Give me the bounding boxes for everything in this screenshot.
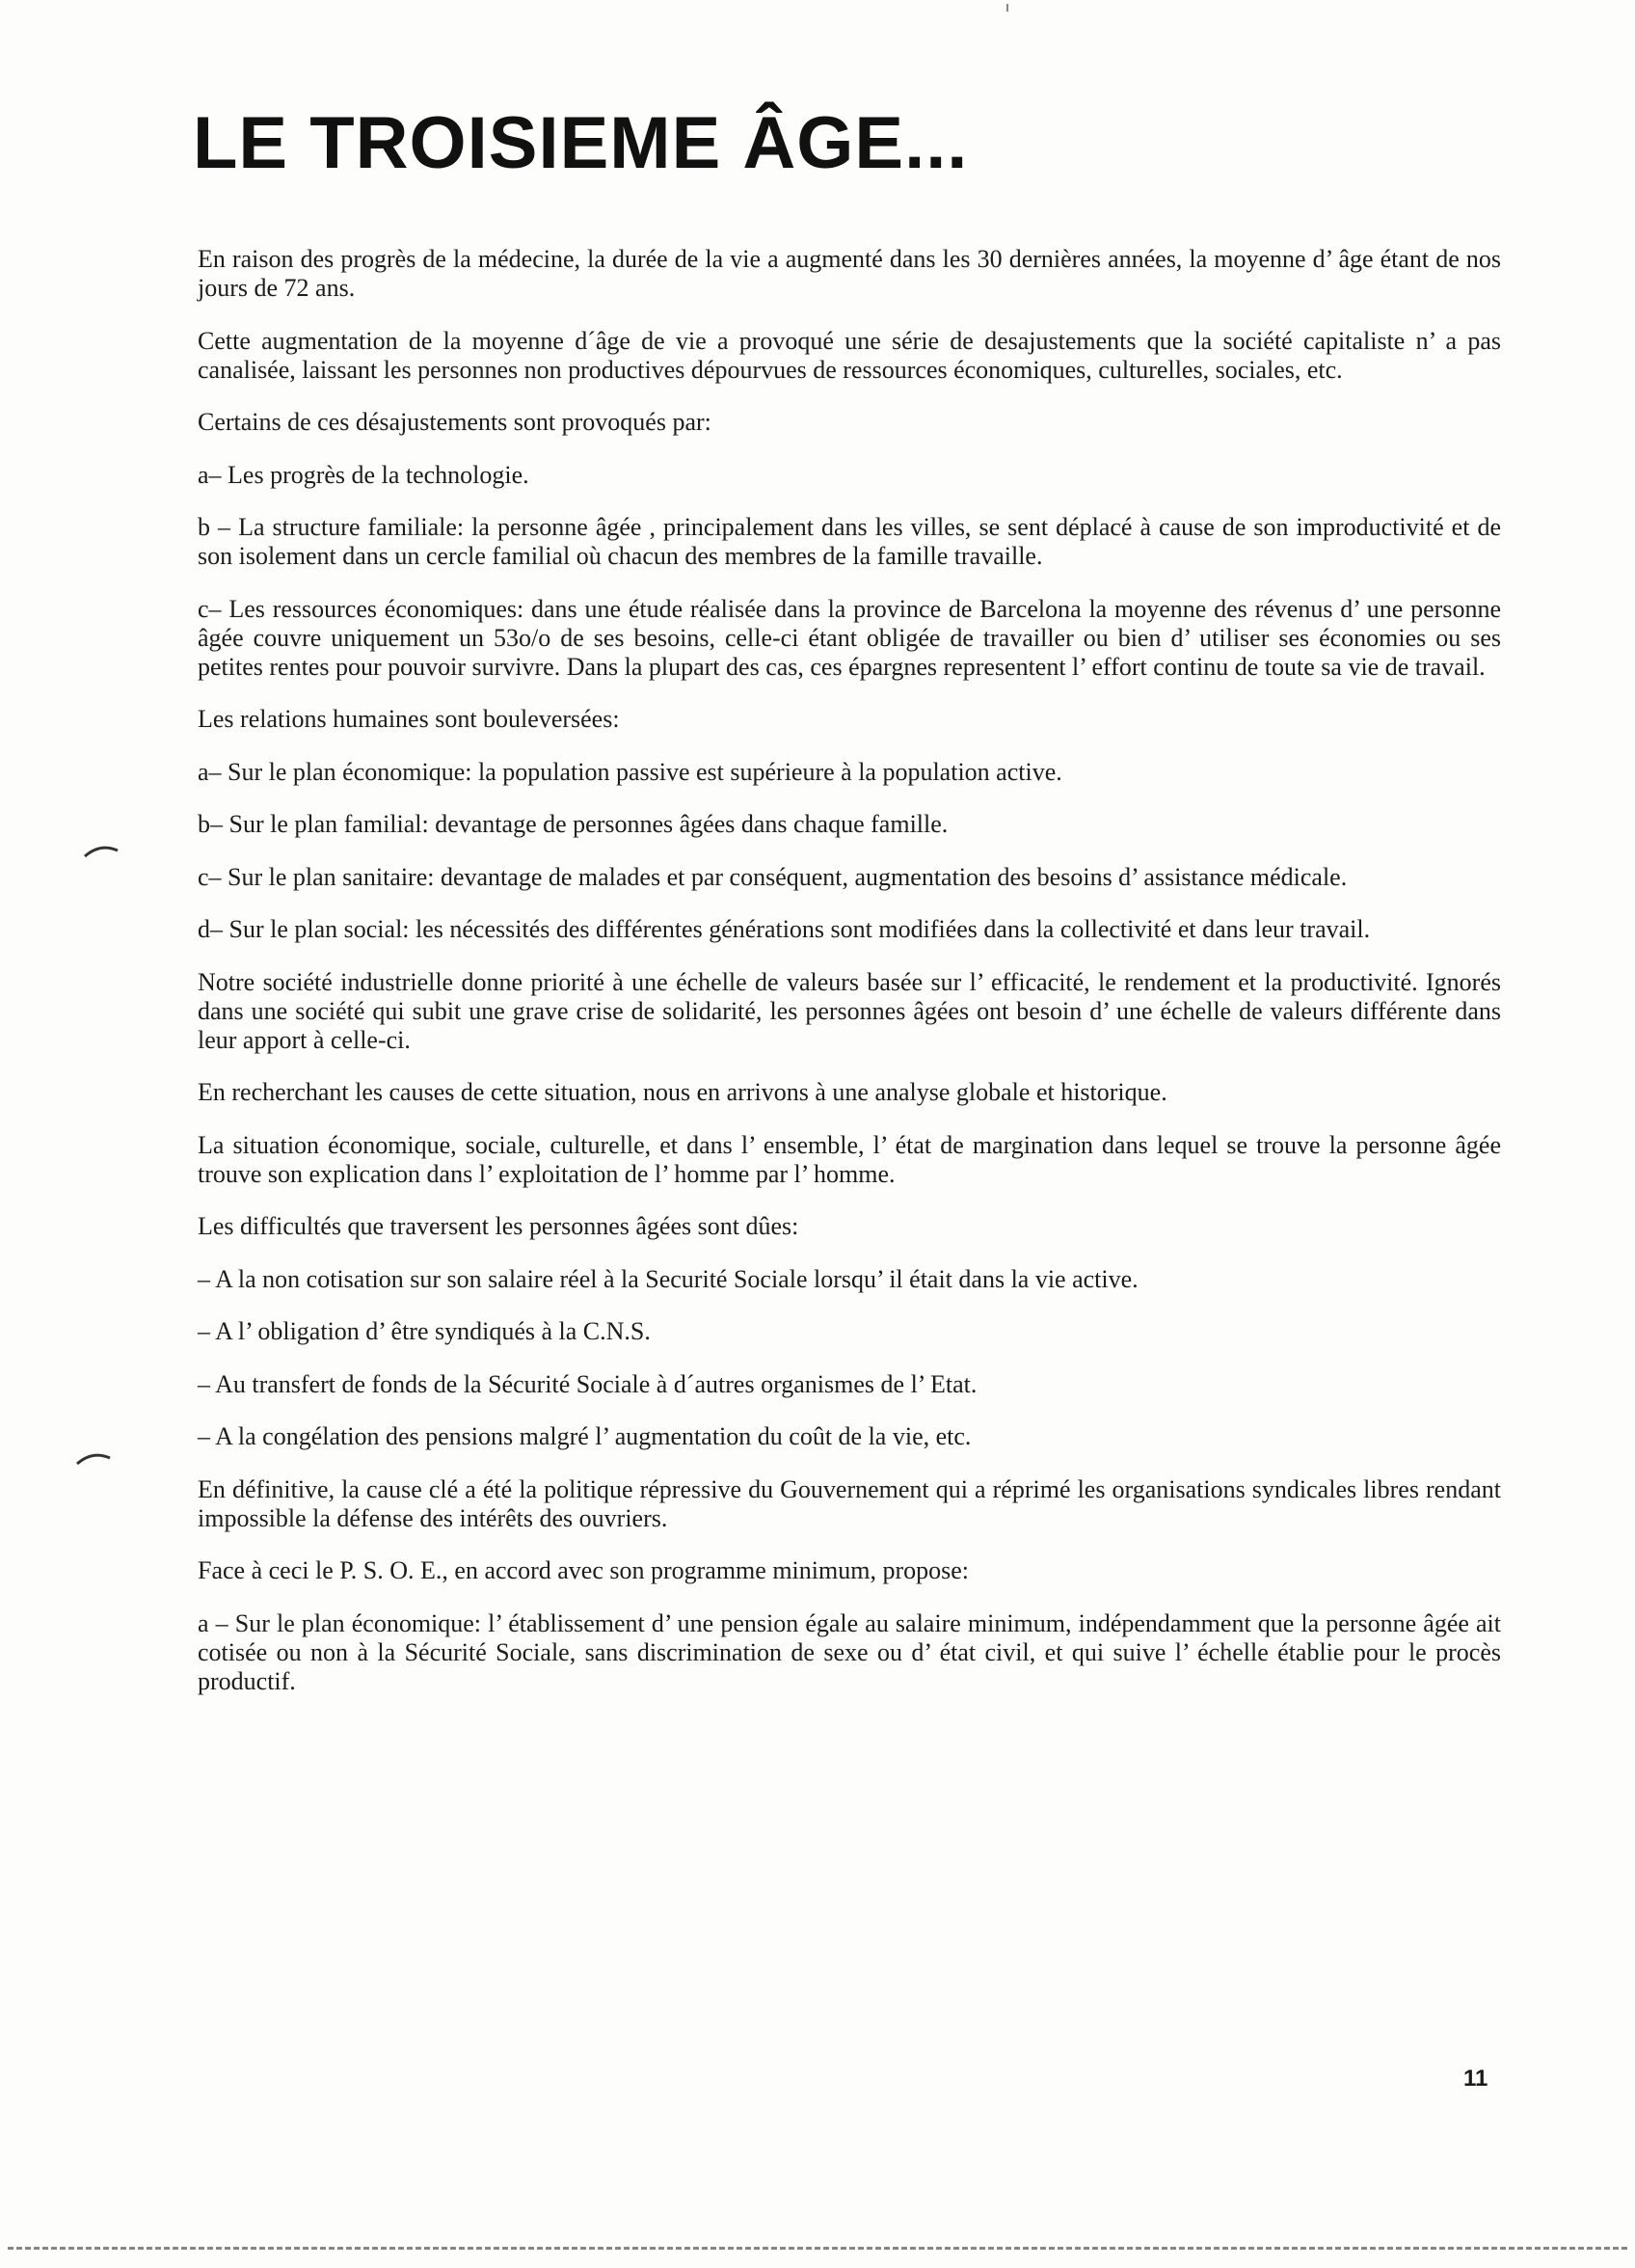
paragraph-relations: Les relations humaines sont bouleversées:: [198, 705, 620, 733]
scan-speck: [1006, 4, 1008, 12]
list-item-technologie: a– Les progrès de la technologie.: [198, 460, 529, 489]
list-item-structure-familiale: b – La structure familiale: la personne âgée , principalement dans les villes, se sent déplacé à cause de son improductivité et de son isolement dans un cercle familial où chacun des membres de la famille travaille.: [198, 513, 1501, 570]
list-item-pension: a – Sur le plan économique: l’ établissement d’ une pension égale au salaire minimum, indépendamment que la personne âgée ait cotisée ou non à la Sécurité Sociale, sans discrimination de sexe ou d’ état civil, et qui suive l’ échelle établie pour le procès productif.: [198, 1608, 1501, 1695]
punch-mark-icon: [83, 841, 121, 860]
paragraph-recherche-causes: En recherchant les causes de cette situation, nous en arrivons à une analyse globale et historique.: [198, 1078, 1167, 1106]
page-number: 11: [1463, 2066, 1488, 2092]
paragraph-psoe: Face à ceci le P. S. O. E., en accord avec son programme minimum, propose:: [198, 1556, 969, 1584]
list-item-plan-social: d– Sur le plan social: les nécessités des différentes générations sont modifiées dans la collectivité et dans leur travail.: [198, 915, 1371, 943]
paragraph-intro: En raison des progrès de la médecine, la durée de la vie a augmenté dans les 30 dernières années, la moyenne d’ âge étant de nos jours de 72 ans.: [198, 245, 1501, 302]
list-item-congelation: – A la congélation des pensions malgré l’ augmentation du coût de la vie, etc.: [198, 1422, 972, 1450]
paragraph-difficultes: Les difficultés que traversent les personnes âgées sont dûes:: [198, 1212, 799, 1240]
bottom-rule: [8, 2247, 1627, 2250]
list-item-plan-sanitaire: c– Sur le plan sanitaire: devantage de malades et par conséquent, augmentation des besoins d’ assistance médicale.: [198, 862, 1348, 891]
page-title: LE TROISIEME ÂGE...: [193, 102, 969, 184]
list-item-cotisation: – A la non cotisation sur son salaire réel à la Securité Sociale lorsqu’ il était dans la vie active.: [198, 1264, 1139, 1293]
list-item-plan-familial: b– Sur le plan familial: devantage de personnes âgées dans chaque famille.: [198, 810, 949, 838]
paragraph-augmentation: Cette augmentation de la moyenne d´âge de vie a provoqué une série de desajustements que la société capitaliste n’ a pas canalisée, laissant les personnes non productives dépourvues de ressources économiques, culturelles, sociales, etc.: [198, 326, 1501, 384]
paragraph-causes-intro: Certains de ces désajustements sont provoqués par:: [198, 408, 711, 436]
paragraph-societe-industrielle: Notre société industrielle donne priorité à une échelle de valeurs basée sur l’ efficacité, le rendement et la productivité. Ignorés dans une société qui subit une grave crise de solidarité, les personnes âgées ont besoin d’ une échelle de valeurs différente dans leur apport à celle-ci.: [198, 967, 1501, 1054]
punch-mark-icon: [75, 1448, 114, 1468]
paragraph-situation: La situation économique, sociale, culturelle, et dans l’ ensemble, l’ état de margination dans lequel se trouve la personne âgée trouve son explication dans l’ exploitation de l’ homme par l’ homme.: [198, 1130, 1501, 1188]
list-item-plan-economique: a– Sur le plan économique: la population passive est supérieure à la population active.: [198, 757, 1062, 786]
article-body: [198, 245, 1501, 1715]
list-item-obligation: – A l’ obligation d’ être syndiqués à la C.N.S.: [198, 1317, 651, 1345]
paragraph-definitive: En définitive, la cause clé a été la politique répressive du Gouvernement qui a réprimé les organisations syndicales libres rendant impossible la défense des intérêts des ouvriers.: [198, 1474, 1501, 1532]
list-item-transfert: – Au transfert de fonds de la Sécurité Sociale à d´autres organismes de l’ Etat.: [198, 1369, 978, 1398]
list-item-ressources: c– Les ressources économiques: dans une étude réalisée dans la province de Barcelona la moyenne des révenus d’ une personne âgée couvre uniquement un 53o/o de ses besoins, celle-ci étant obligée de travailler ou bien d’ utiliser ses économies ou ses petites rentes pour pouvoir survivre. Dans la plupart des cas, ces épargnes representent l’ effort continu de toute sa vie de travail.: [198, 594, 1501, 681]
